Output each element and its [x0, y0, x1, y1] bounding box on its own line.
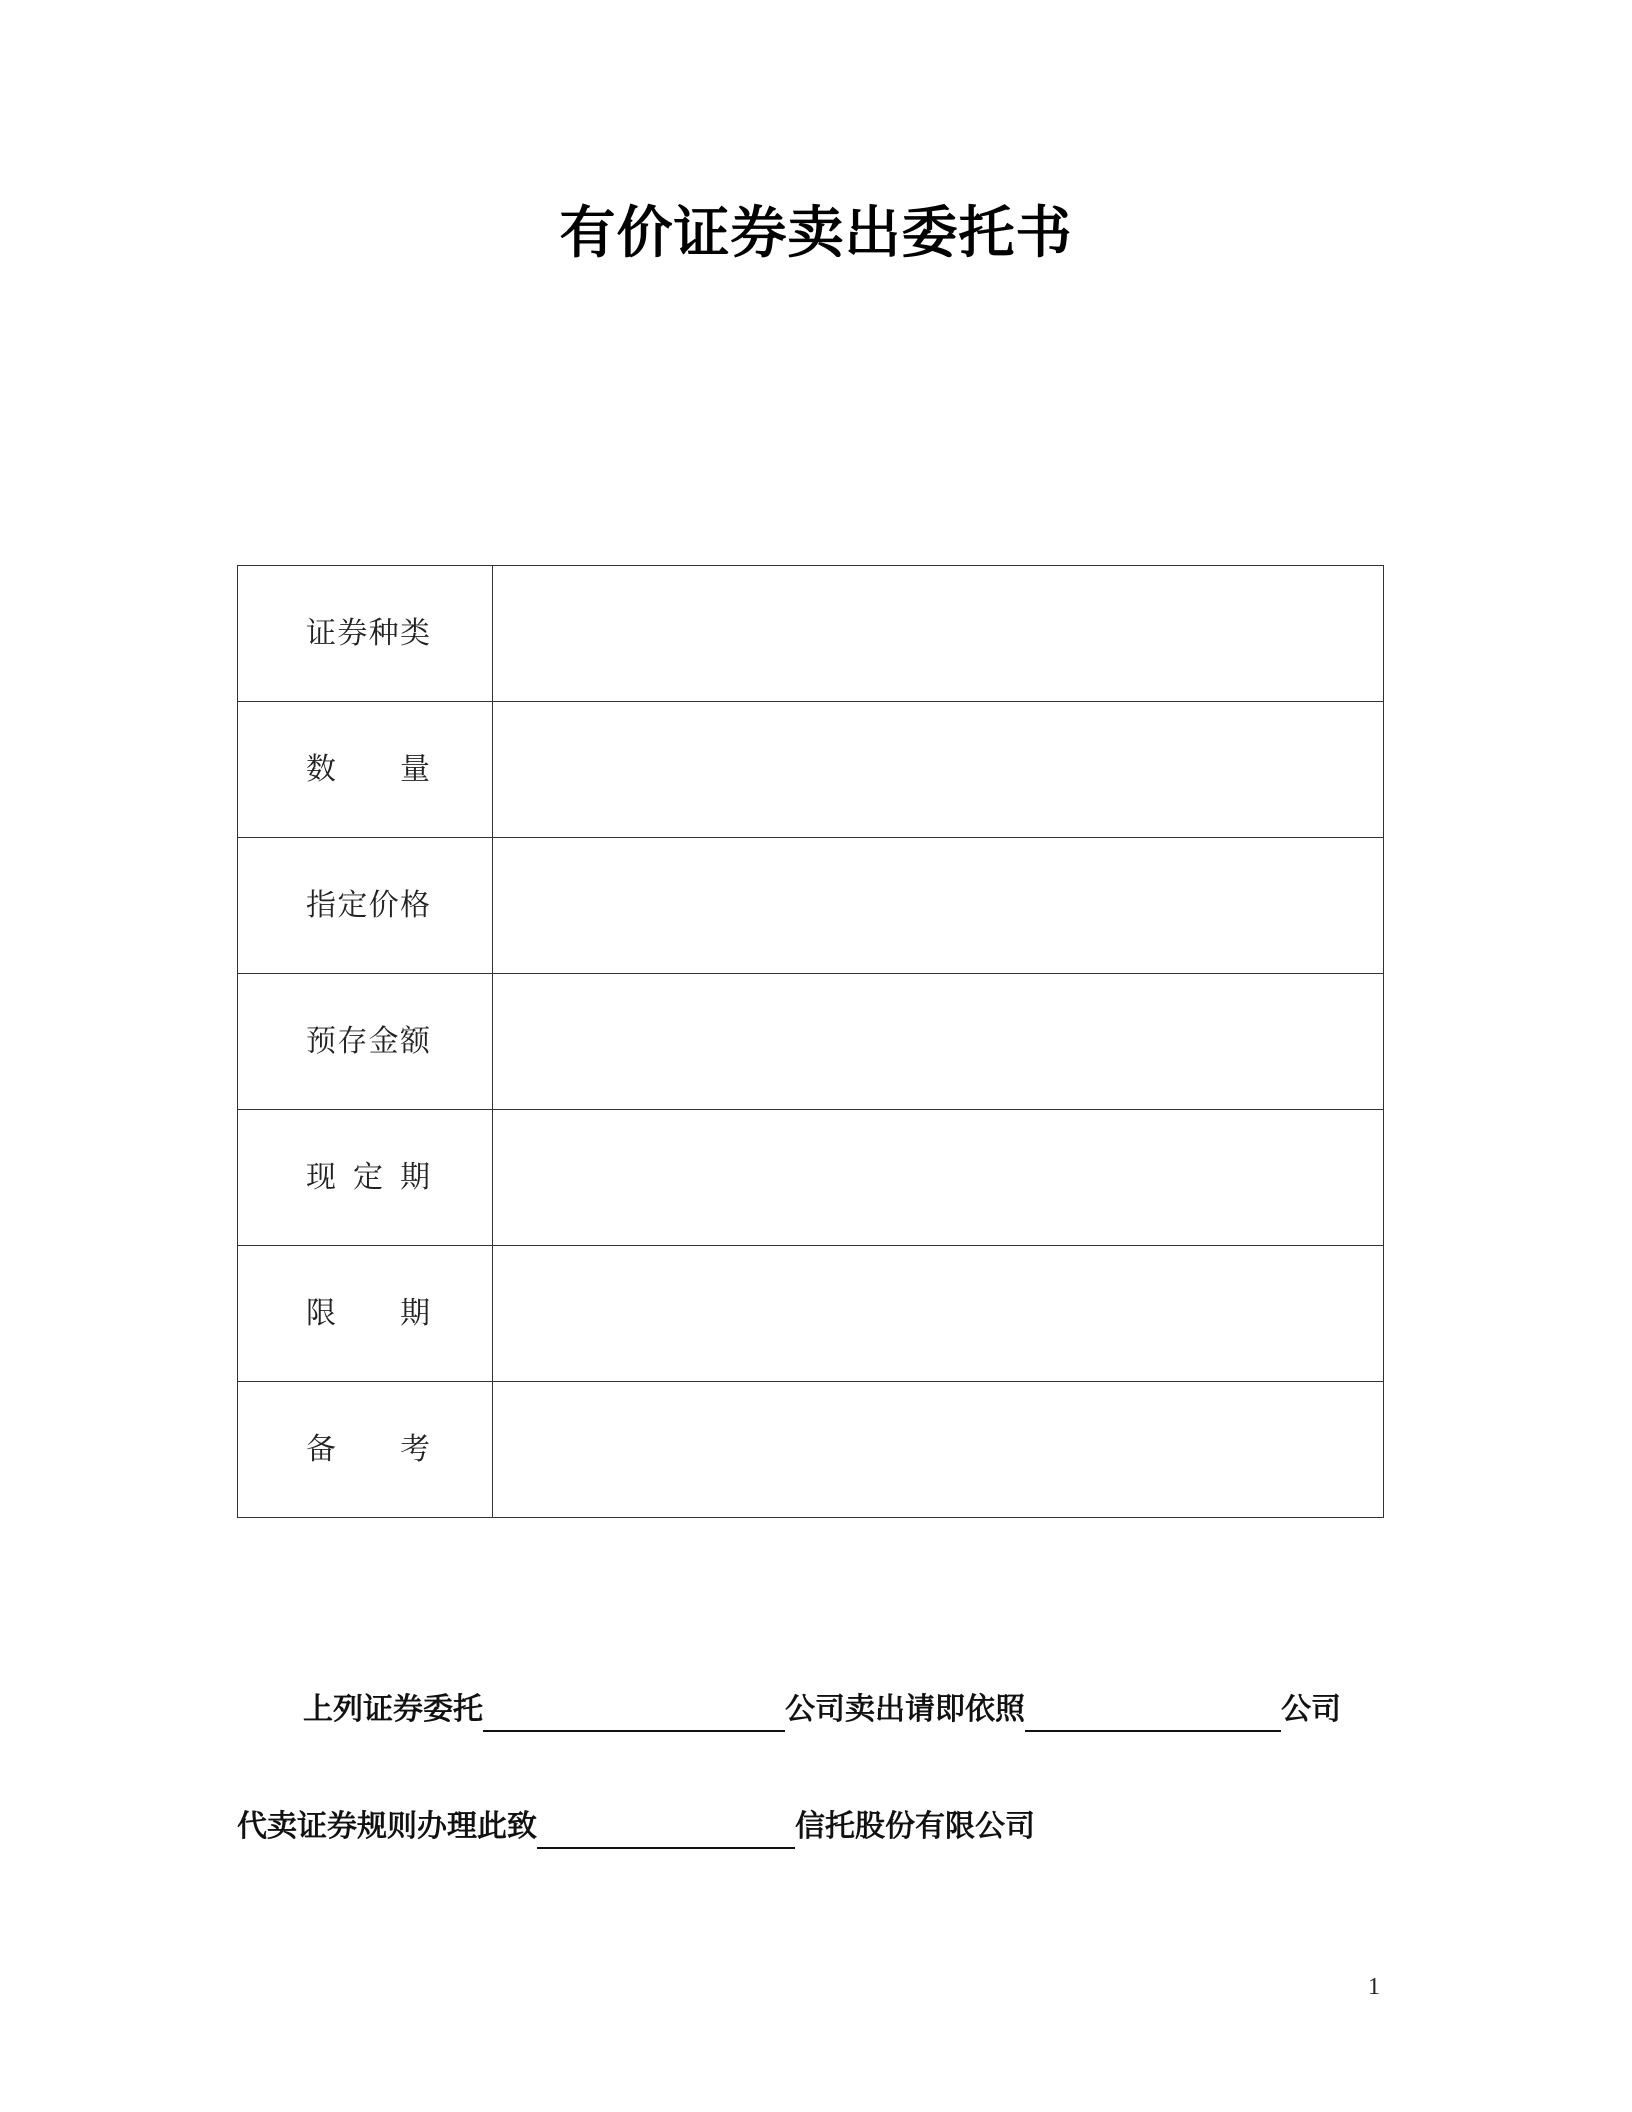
label-char: 期	[400, 1295, 430, 1331]
label-char: 期	[400, 1159, 430, 1195]
field-value-time-limit[interactable]	[493, 1246, 1384, 1382]
label-char: 券	[337, 615, 368, 651]
label-char: 数	[306, 751, 336, 787]
label-char: 种	[368, 615, 399, 651]
statement-text: 公司卖出请即依照	[785, 1692, 1025, 1727]
document-title: 有价证券卖出委托书	[559, 201, 1073, 266]
statement-line-1	[303, 1688, 1341, 1732]
form-row-remarks	[238, 1382, 1384, 1518]
field-label-deposit-amount	[238, 974, 493, 1110]
blank-rules-company[interactable]	[1025, 1694, 1281, 1732]
label-char: 限	[306, 1295, 336, 1331]
blank-entrusted-company[interactable]	[483, 1694, 785, 1732]
field-value-quantity[interactable]	[493, 702, 1384, 838]
blank-trust-company[interactable]	[537, 1811, 795, 1849]
form-row-deposit-amount	[238, 974, 1384, 1110]
field-label-designated-price	[238, 838, 493, 974]
field-value-designated-price[interactable]	[493, 838, 1384, 974]
label-char: 金	[368, 1023, 399, 1059]
statement-text: 代卖证券规则办理此致	[237, 1809, 537, 1844]
label-char: 格	[399, 887, 430, 923]
form-row-designated-price	[238, 838, 1384, 974]
label-char: 价	[368, 887, 399, 923]
label-char: 证	[306, 615, 336, 651]
field-label-security-type	[238, 566, 493, 702]
field-label-time-limit	[238, 1246, 493, 1382]
label-char: 现	[306, 1159, 336, 1195]
label-char: 额	[399, 1023, 430, 1059]
label-char: 预	[306, 1023, 336, 1059]
statement-text: 信托股份有限公司	[795, 1809, 1035, 1844]
label-char: 指	[306, 887, 336, 923]
field-label-fixed-term	[238, 1110, 493, 1246]
label-char: 类	[399, 615, 430, 651]
statement-line-2	[237, 1805, 1035, 1849]
label-char: 考	[400, 1431, 430, 1467]
label-char: 定	[353, 1159, 383, 1195]
field-label-remarks	[238, 1382, 493, 1518]
field-value-remarks[interactable]	[493, 1382, 1384, 1518]
form-row-security-type	[238, 566, 1384, 702]
statement-text: 公司	[1281, 1692, 1341, 1727]
page-number: 1	[1368, 1974, 1380, 2000]
entrustment-form-table	[237, 565, 1384, 1518]
field-value-deposit-amount[interactable]	[493, 974, 1384, 1110]
field-label-quantity	[238, 702, 493, 838]
label-char: 量	[400, 751, 430, 787]
label-char: 备	[306, 1431, 336, 1467]
label-char: 存	[337, 1023, 368, 1059]
label-char: 定	[337, 887, 368, 923]
form-row-time-limit	[238, 1246, 1384, 1382]
form-row-fixed-term	[238, 1110, 1384, 1246]
statement-text: 上列证券委托	[303, 1692, 483, 1727]
form-row-quantity	[238, 702, 1384, 838]
field-value-security-type[interactable]	[493, 566, 1384, 702]
field-value-fixed-term[interactable]	[493, 1110, 1384, 1246]
